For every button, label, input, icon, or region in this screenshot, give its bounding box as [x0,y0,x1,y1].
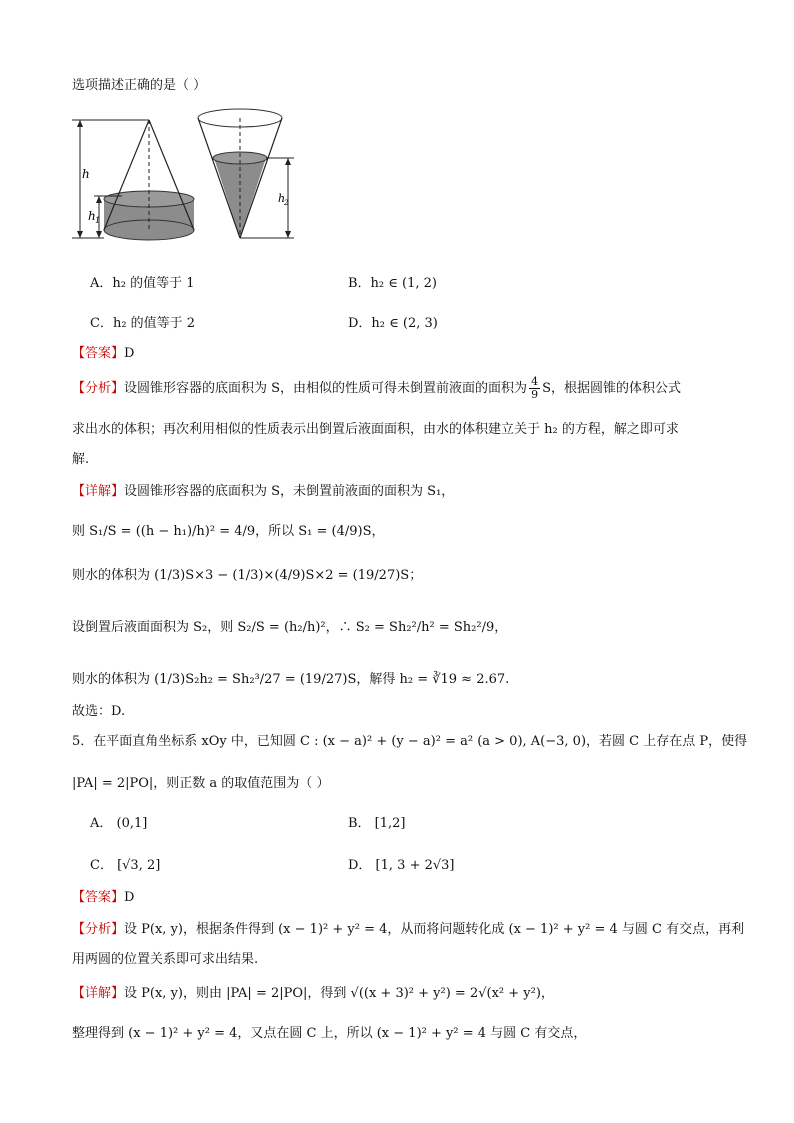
q5-analysis-line-1 [72,920,745,940]
option-b: B．h₂ ∈ (1, 2) [348,276,437,291]
q5-answer-line [72,888,734,908]
q5-detail-text-1: 设 P(x, y)，则由 |PA| = 2|PO|，得到 √((x + 3)² + y²) = 2√(x² + y²)， [124,986,554,1001]
analysis-text-1a: 设圆锥形容器的底面积为 S，由相似的性质可得未倒置前液面的面积为 [124,381,528,396]
dim-h1-arrow-top [96,196,102,203]
option-a: A．h₂ 的值等于 1 [90,276,195,291]
q5-answer-tag: 【答案】 [72,890,125,905]
analysis-fraction: $\frac{4}{9}$ [531,375,539,401]
q5-answer-value: D [124,890,135,905]
dim-h2-arrow-top [285,158,291,165]
answer-line [72,344,734,364]
analysis-tag: 【分析】 [72,381,125,396]
q5-stem-line-2: |PA| = 2|PO|，则正数 a 的取值范围为（ ） [72,776,330,791]
q5-analysis-text-1: 设 P(x, y)，根据条件得到 (x − 1)² + y² = 4，从而将问题转化成 (x − 1)² + y² = 4 与圆 C 有交点，再利 [124,922,745,937]
choose-line: 故选：D. [72,704,126,719]
detail-line-2: 则 S₁/S = ((h − h₁)/h)² = 4/9，所以 S₁ = (4/9)S， [72,524,385,539]
detail-line-1 [72,482,734,502]
label-h1: h [88,209,96,223]
dim-h2-arrow-bottom [285,231,291,238]
q5-analysis-tag: 【分析】 [72,922,125,937]
analysis-line-1 [72,376,734,401]
label-h1-sub: 1 [95,216,101,225]
dim-h-arrow-bottom [77,231,83,238]
label-h2: h [278,192,286,205]
analysis-line-3: 解. [72,452,90,467]
q5-stem-line-1: 5．在平面直角坐标系 xOy 中，已知圆 C : (x − a)² + (y − a)² = a² (a > 0), A(−3, 0)，若圆 C 上存在点 P，使得 [72,734,748,749]
q5-option-d: D． [1, 3 + 2√3] [348,858,455,873]
detail-line-4: 设倒置后液面面积为 S₂，则 S₂/S = (h₂/h)²，∴ S₂ = Sh₂²/h² = Sh₂²/9， [72,620,508,635]
dim-h-arrow-top [77,120,83,127]
q5-detail-tag: 【详解】 [72,986,125,1001]
answer-value: D [124,346,135,361]
cone-figure [66,108,306,248]
detail-line-3: 则水的体积为 (1/3)S×3 − (1/3)×(4/9)S×2 = (19/27)S； [72,568,423,583]
label-h: h [82,167,90,181]
analysis-text-1b: S，根据圆锥的体积公式 [542,381,681,396]
analysis-line-2: 求出水的体积；再次利用相似的性质表示出倒置后液面面积，由水的体积建立关于 h₂ 的方程，解之即可求 [72,422,679,437]
detail-tag: 【详解】 [72,484,125,499]
detail-text-1: 设圆锥形容器的底面积为 S，未倒置前液面的面积为 S₁， [124,484,455,499]
question-stem-tail: 选项描述正确的是（ ） [72,78,207,93]
q5-option-a: A． (0,1] [90,816,148,831]
option-c: C．h₂ 的值等于 2 [90,316,196,331]
option-d: D．h₂ ∈ (2, 3) [348,316,438,331]
q5-option-c: C． [√3, 2] [90,858,161,873]
q5-analysis-line-2: 用两圆的位置关系即可求出结果. [72,952,259,967]
q5-detail-line-1 [72,984,734,1004]
detail-line-5: 则水的体积为 (1/3)S₂h₂ = Sh₂³/27 = (19/27)S，解得 h₂ = ∛19 ≈ 2.67. [72,672,510,687]
dim-h1-arrow-bottom [96,231,102,238]
answer-tag: 【答案】 [72,346,125,361]
label-h2-sub: 2 [284,199,289,207]
q5-detail-line-2: 整理得到 (x − 1)² + y² = 4，又点在圆 C 上，所以 (x − 1)² + y² = 4 与圆 C 有交点， [72,1026,587,1041]
q5-option-b: B． [1,2] [348,816,406,831]
